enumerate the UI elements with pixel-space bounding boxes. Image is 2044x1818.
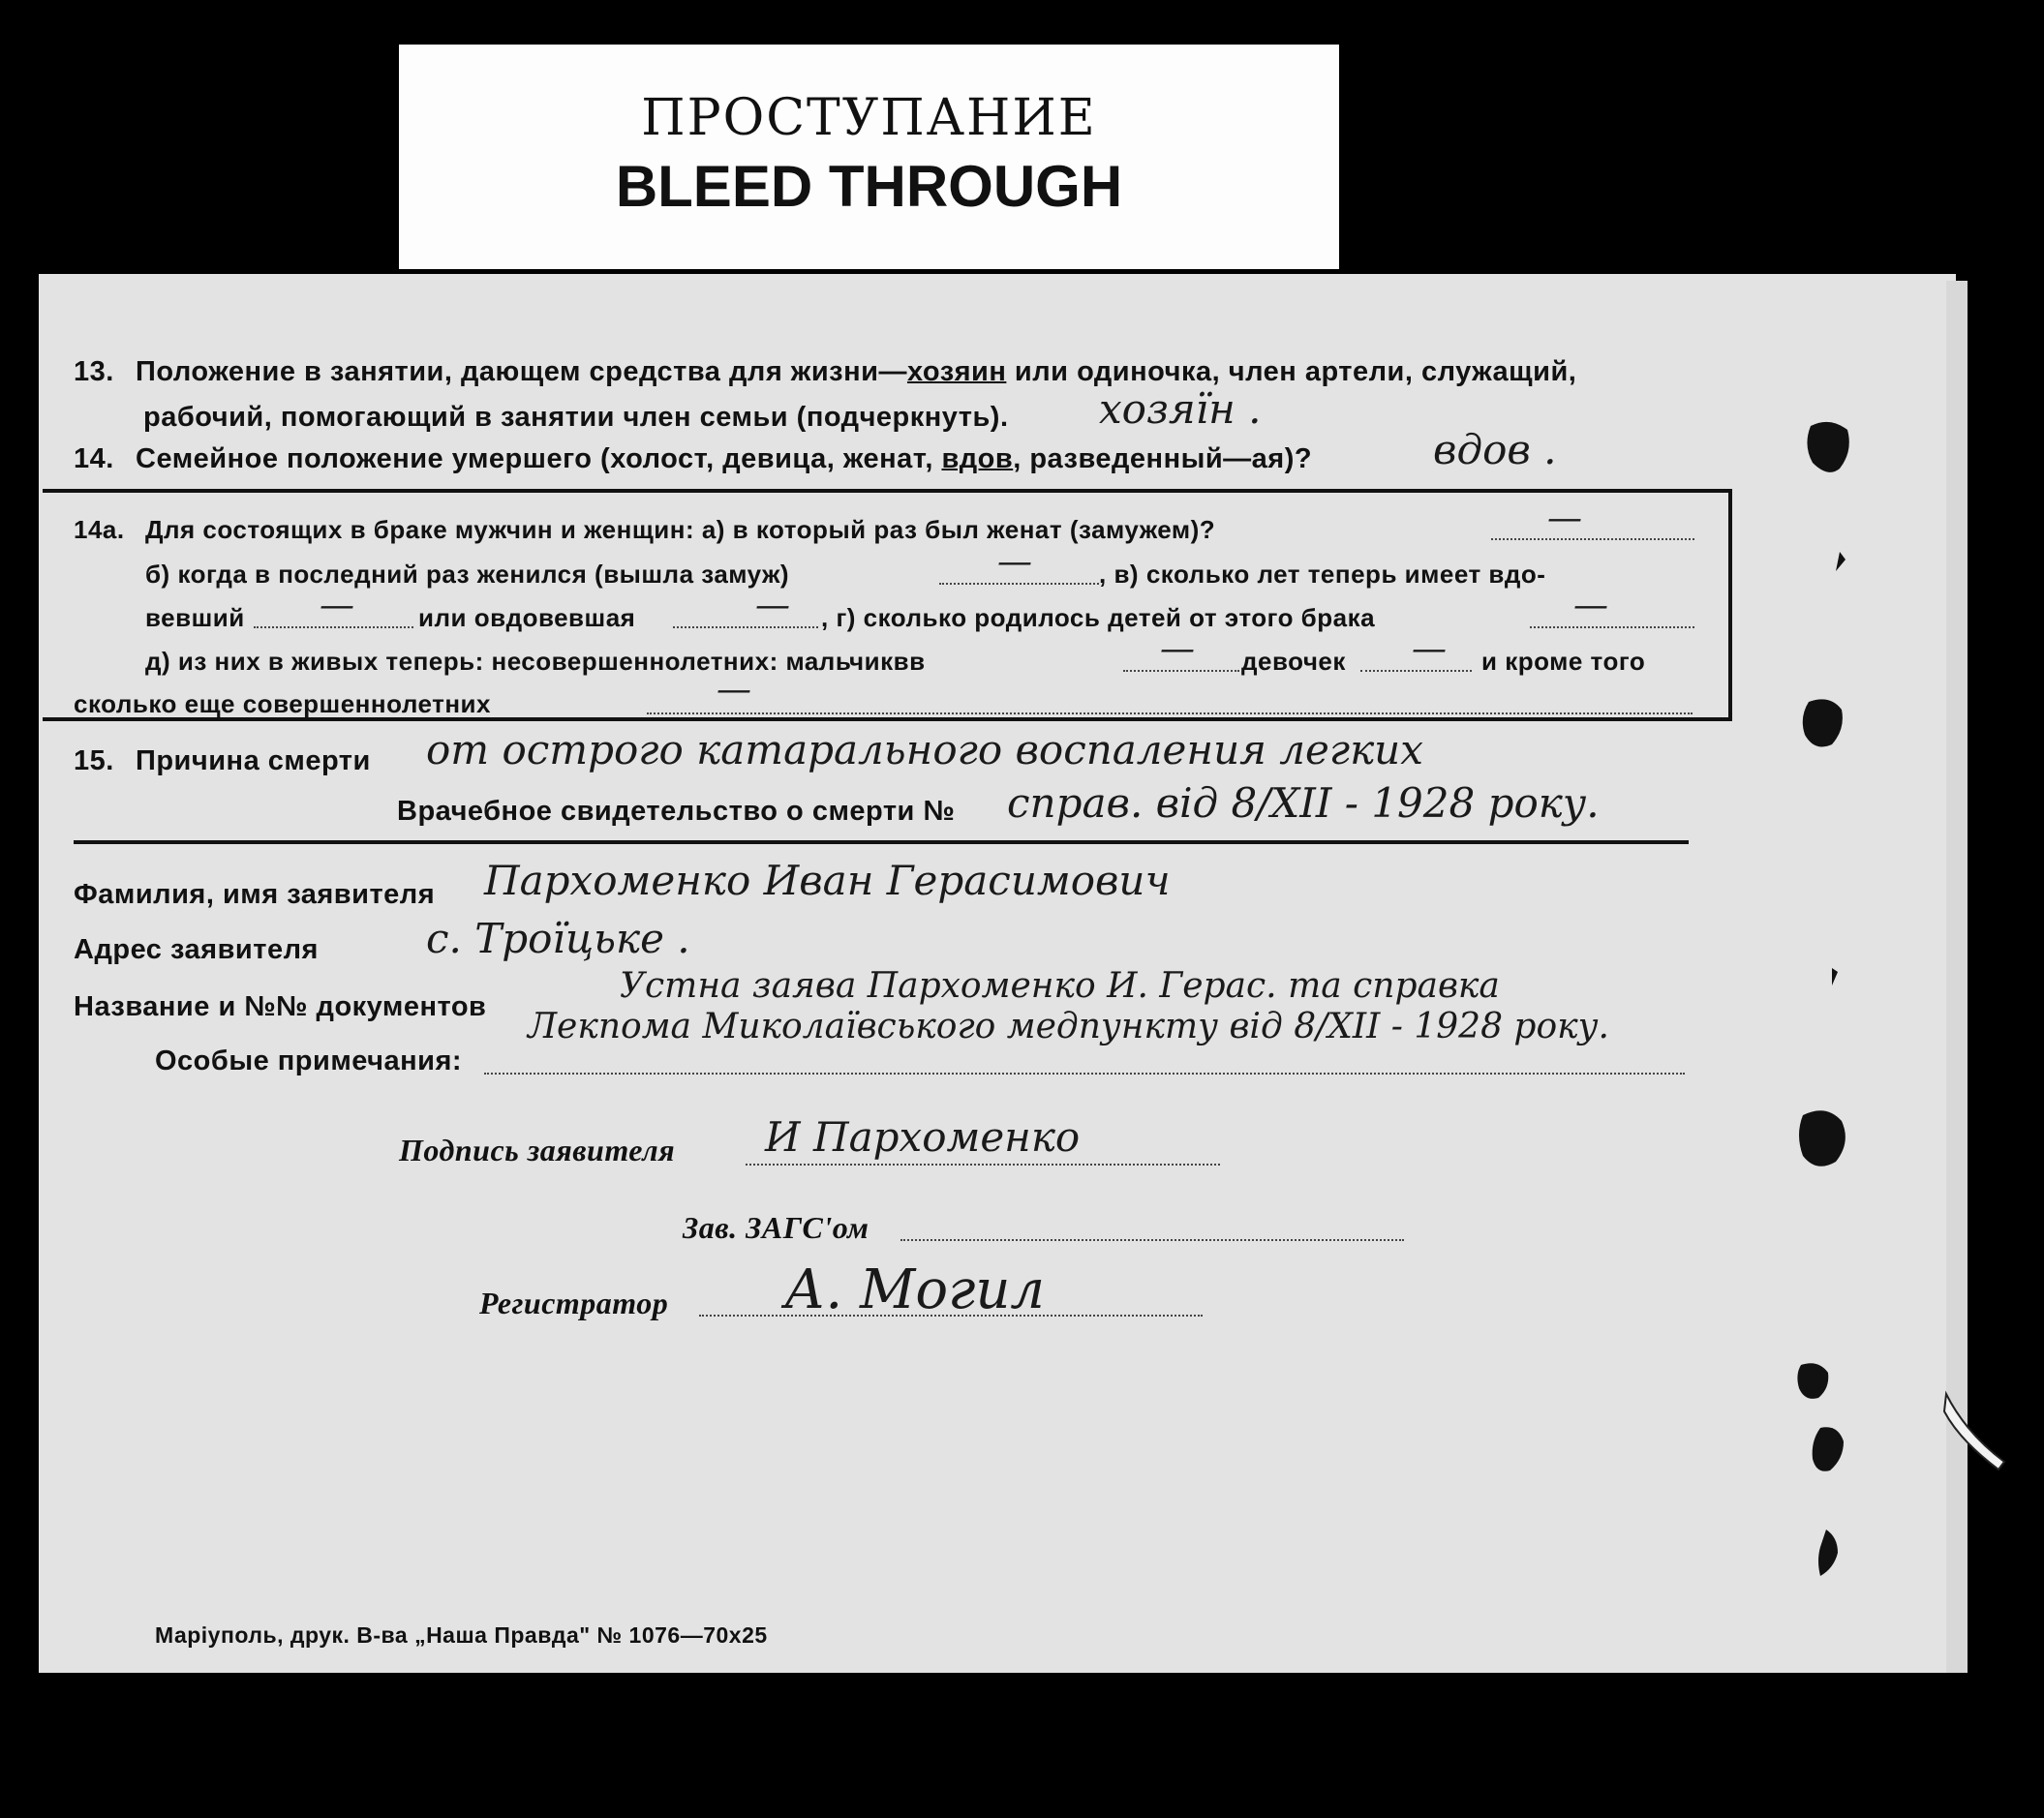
item15-certificate-label: Врачебное свидетельство о смерти № bbox=[397, 796, 956, 827]
item15-label: Причина смерти bbox=[136, 745, 371, 776]
item14a-number: 14а. bbox=[74, 515, 125, 544]
registrar-label: Регистратор bbox=[479, 1286, 669, 1320]
item14a-line3a: вевший bbox=[145, 603, 245, 632]
item14-answer: вдов . bbox=[1433, 426, 1557, 473]
item13-underlined-option: хозяин bbox=[906, 356, 1007, 387]
item14a-v-blank-1 bbox=[254, 626, 413, 628]
registrar-signature-line bbox=[699, 1315, 1203, 1317]
item14-text bbox=[136, 443, 1312, 475]
item15-certificate-answer: справ. від 8/XII - 1928 року. bbox=[1007, 779, 1600, 827]
item14a-adults-answer: — bbox=[717, 670, 751, 710]
item14a-line4b: девочек bbox=[1241, 647, 1346, 676]
registrar-signature: А. Могил bbox=[784, 1258, 1046, 1321]
box-top-rule bbox=[43, 489, 1732, 493]
applicant-documents-value-1: Устна заява Пархоменко И. Герас. та справка bbox=[620, 966, 1500, 1006]
item14a-d-boys-answer: — bbox=[1160, 629, 1195, 669]
item14a-a-blank bbox=[1491, 538, 1694, 540]
item14a-v-blank-2 bbox=[673, 626, 818, 628]
item14a-d-girls-answer: — bbox=[1412, 629, 1447, 669]
item14a-v-answer-1: — bbox=[320, 586, 354, 625]
special-notes-label: Особые примечания: bbox=[155, 1045, 463, 1076]
item14-text-post: , разведенный—ая)? bbox=[1013, 443, 1313, 474]
item14-number: 14. bbox=[74, 443, 114, 474]
applicant-name-value: Пархоменко Иван Герасимович bbox=[484, 857, 1171, 904]
item14a-line2b: , в) сколько лет теперь имеет вдо- bbox=[1099, 560, 1546, 589]
section-divider-rule bbox=[74, 840, 1689, 844]
item14a-b-answer: — bbox=[997, 542, 1032, 582]
item14-underlined-option: вдов bbox=[941, 443, 1014, 474]
item14a-line3c: , г) сколько родилось детей от этого брака bbox=[821, 603, 1376, 632]
item14a-line4c: и кроме того bbox=[1481, 647, 1646, 676]
item14a-g-blank bbox=[1530, 626, 1694, 628]
item13-line1 bbox=[136, 356, 1576, 388]
item14a-line2a: б) когда в последний раз женился (вышла замуж) bbox=[145, 560, 790, 589]
item14a-v-answer-2: — bbox=[755, 586, 790, 625]
item14a-a-answer: — bbox=[1547, 499, 1582, 538]
item14a-d-boys-blank bbox=[1123, 670, 1239, 672]
applicant-documents-value-2: Лекпома Миколаївського медпункту від 8/XII - 1928 року. bbox=[528, 1007, 1609, 1046]
printer-imprint: Маріуполь, друк. В-ва „Наша Правда" № 1076—70х25 bbox=[155, 1622, 768, 1648]
item15-number: 15. bbox=[74, 745, 114, 776]
item14a-line1: Для состоящих в браке мужчин и женщин: а) в который раз был женат (замужем)? bbox=[145, 515, 1216, 544]
label-english: BLEED THROUGH bbox=[615, 154, 1123, 219]
applicant-signature: И Пархоменко bbox=[765, 1113, 1081, 1161]
applicant-name-label: Фамилия, имя заявителя bbox=[74, 879, 436, 910]
item13-line1-pre: Положение в занятии, дающем средства для жизни— bbox=[136, 356, 907, 387]
item13-number: 13. bbox=[74, 356, 114, 387]
applicant-documents-label: Название и №№ документов bbox=[74, 991, 487, 1022]
applicant-signature-label: Подпись заявителя bbox=[399, 1133, 676, 1167]
item14a-line4a: д) из них в живых теперь: несовершеннолетних: мальчиквв bbox=[145, 647, 926, 676]
item14a-adults-blank bbox=[647, 712, 1693, 714]
item13-line2: рабочий, помогающий в занятии член семьи (подчеркнуть). bbox=[143, 402, 1009, 433]
special-notes-blank bbox=[484, 1073, 1685, 1075]
item13-answer: хозяїн . bbox=[1099, 385, 1262, 433]
item14a-line5: сколько еще совершеннолетних bbox=[74, 689, 491, 718]
item13-line1-post: или одиночка, член артели, служащий, bbox=[1006, 356, 1577, 387]
label-russian: ПРОСТУПАНИЕ bbox=[641, 89, 1097, 147]
paper-edge bbox=[1946, 281, 1968, 1673]
item14-text-pre: Семейное положение умершего (холост, девица, женат, bbox=[136, 443, 942, 474]
item14a-b-blank bbox=[939, 583, 1099, 585]
zags-head-label: Зав. ЗАГС'ом bbox=[683, 1210, 869, 1245]
item15-cause-answer: от острого катарального воспаления легких bbox=[426, 726, 1423, 773]
item14a-d-girls-blank bbox=[1360, 670, 1472, 672]
bleed-through-label bbox=[399, 45, 1339, 269]
box-right-rule bbox=[1728, 489, 1732, 721]
applicant-address-value: с. Троїцьке . bbox=[426, 915, 690, 962]
item14a-g-answer: — bbox=[1573, 586, 1608, 625]
zags-head-signature-line bbox=[900, 1239, 1404, 1241]
applicant-address-label: Адрес заявителя bbox=[74, 934, 319, 965]
applicant-signature-line bbox=[746, 1164, 1220, 1166]
item14a-line3b: или овдовевшая bbox=[418, 603, 636, 632]
